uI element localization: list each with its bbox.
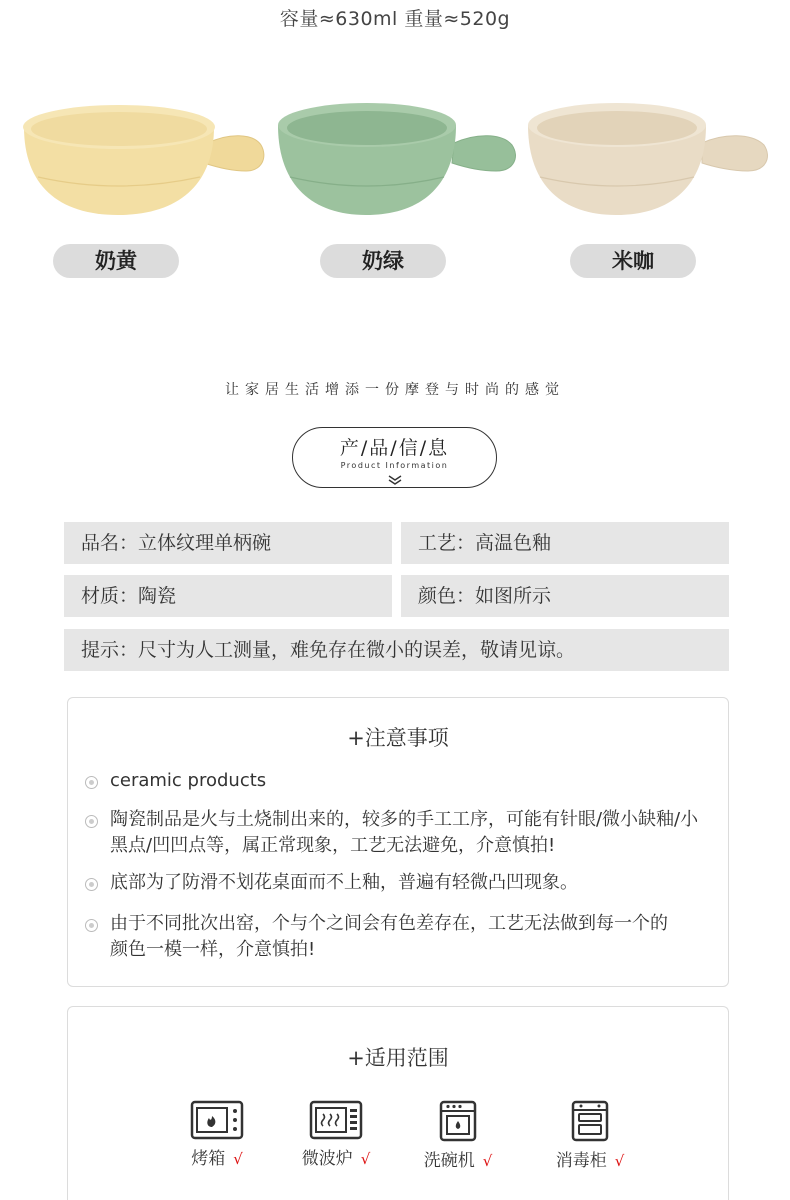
bowl-cream-yellow [18,95,268,220]
notice-title: +注意事项 [347,726,449,750]
field-tip: 提示：尺寸为人工测量，难免存在微小的误差，敬请见谅。 [64,629,729,671]
bowl-cream-yellow-image [18,95,268,220]
sterilizer-icon [570,1100,610,1142]
check-mark: √ [614,1152,625,1170]
microwave-icon [309,1100,363,1140]
slogan: 让家居生活增添一份摩登与时尚的感觉 [225,382,565,398]
usage-title: +适用范围 [347,1046,449,1070]
product-info-title: 产/品/信/息 [339,437,450,459]
product-info-badge [292,427,497,488]
bullet-icon [85,878,98,891]
field-color: 颜色：如图所示 [401,575,729,617]
bowl-color-gallery [0,95,790,225]
bowl-beige-mocha [522,95,772,220]
color-label-beige-mocha: 米咖 [570,244,696,278]
field-material: 材质：陶瓷 [64,575,392,617]
bullet-icon [85,815,98,828]
notice-item-1: ceramic products [110,770,267,791]
field-product-name: 品名：立体纹理单柄碗 [64,522,392,564]
oven-icon [190,1100,244,1140]
usage-label-microwave: 微波炉 [301,1149,353,1169]
bowl-beige-mocha-image [522,95,772,220]
usage-oven [185,1100,249,1169]
chevron-down-icon [387,474,403,486]
notice-box [67,697,729,987]
bullet-icon [85,919,98,932]
usage-label-dishwasher: 洗碗机 [423,1151,475,1171]
notice-item-4: 由于不同批次出窑，个与个之间会有色差存在，工艺无法做到每一个的颜色一模一样，介意慎拍! [110,913,668,960]
color-label-cream-green: 奶绿 [320,244,446,278]
usage-microwave [300,1100,372,1169]
usage-label-oven: 烤箱 [191,1149,226,1169]
color-label-cream-yellow: 奶黄 [53,244,179,278]
bullet-icon [85,776,98,789]
bowl-cream-green [272,95,522,220]
capacity-weight-spec: 容量≈630ml 重量≈520g [279,8,511,30]
check-mark: √ [482,1152,493,1170]
usage-sterilizer [550,1100,630,1171]
usage-label-sterilizer: 消毒柜 [555,1151,607,1171]
notice-item-3: 底部为了防滑不划花桌面而不上釉，普遍有轻微凸凹现象。 [110,872,578,893]
field-craft: 工艺：高温色釉 [401,522,729,564]
bowl-cream-green-image [272,95,522,220]
dishwasher-icon [438,1100,478,1142]
product-info-subtitle: Product Information [340,461,449,470]
check-mark: √ [360,1150,371,1168]
check-mark: √ [233,1150,243,1168]
notice-item-2: 陶瓷制品是火与土烧制出来的，较多的手工工序，可能有针眼/微小缺釉/小黑点/凹凹点等，属正常现象，工艺无法避免，介意慎拍! [110,809,699,856]
usage-dishwasher [418,1100,498,1171]
